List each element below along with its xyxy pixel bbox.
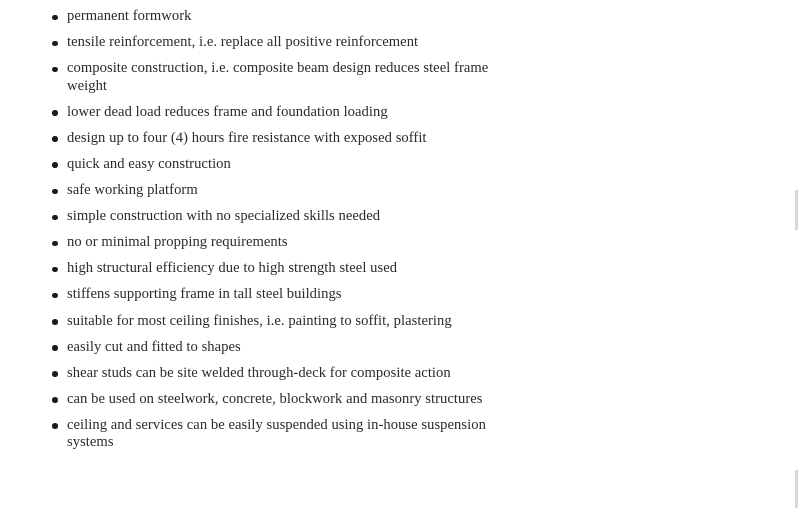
list-item [52, 391, 572, 409]
list-item [52, 104, 572, 122]
list-item-text: no or minimal propping requirements [67, 234, 288, 251]
list-item [52, 182, 572, 200]
list-item-text: suitable for most ceiling finishes, i.e. painting to soffit, plastering [67, 312, 452, 329]
list-item [52, 34, 572, 52]
benefits-bullet-list [52, 8, 572, 461]
bullet-icon [52, 67, 58, 73]
list-item-text: tensile reinforcement, i.e. replace all positive reinforcement [67, 34, 419, 51]
bullet-icon [52, 110, 58, 116]
list-item-text: shear studs can be site welded through-deck for composite action [67, 364, 451, 381]
bullet-icon [52, 345, 58, 351]
list-item [52, 130, 572, 148]
bullet-icon [52, 397, 58, 403]
bullet-icon [52, 241, 58, 247]
bullet-icon [52, 423, 58, 429]
list-item-text: composite construction, i.e. composite beam design reduces steel frame weight [67, 60, 489, 94]
list-item [52, 208, 572, 226]
list-item-text: simple construction with no specialized skills needed [67, 208, 381, 225]
list-item [52, 286, 572, 304]
list-item-text: easily cut and fitted to shapes [67, 338, 241, 355]
bullet-icon [52, 293, 58, 299]
bullet-icon [52, 371, 58, 377]
list-item [52, 417, 572, 452]
list-item [52, 8, 572, 26]
list-item-text: lower dead load reduces frame and foundation loading [67, 103, 388, 120]
list-item [52, 234, 572, 252]
list-item [52, 313, 572, 331]
bullet-icon [52, 319, 58, 325]
list-item-text: stiffens supporting frame in tall steel buildings [67, 286, 342, 303]
bullet-icon [52, 189, 58, 195]
bullet-icon [52, 215, 58, 221]
list-item-text: safe working platform [67, 182, 198, 199]
list-item [52, 60, 572, 95]
list-item [52, 365, 572, 383]
list-item-text: high structural efficiency due to high strength steel used [67, 260, 398, 277]
bullet-icon [52, 136, 58, 142]
list-item-text: can be used on steelwork, concrete, blockwork and masonry structures [67, 390, 483, 407]
list-item [52, 260, 572, 278]
list-item-text: design up to four (4) hours fire resistance with exposed soffit [67, 129, 427, 146]
list-item-text: ceiling and services can be easily suspended using in-house suspension systems [67, 416, 486, 451]
list-item [52, 339, 572, 357]
bullet-icon [52, 162, 58, 168]
bullet-icon [52, 267, 58, 273]
list-item-text: permanent formwork [67, 8, 192, 24]
bullet-icon [52, 15, 58, 21]
list-item-text: quick and easy construction [67, 155, 231, 172]
list-item [52, 156, 572, 174]
bullet-icon [52, 41, 58, 47]
